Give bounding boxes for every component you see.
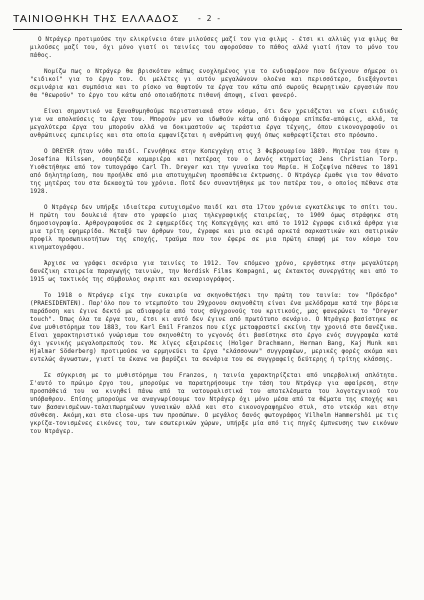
paragraph-8: Σε σύγκριση με το μυθιστόρημα του Franzos, η ταινία χαρακτηρίζεται από υπερβολική απλότητα. Σ'αυτό το πρώιμο έργο του, μπορούμε να παρατηρήσουμε την τάση του Ντράγερ για αφαίρεση, στην προσπάθειά του να κινηθεί πάνω από τα νατουραλιστικά του αποτελέσματα του λογοτεχνικού του υπόβαθρου. Επίσης μπορούμε να αναγνωρίσουμε τον Ντράγερ όχι μόνο μέσα από τα θέματα της εποχής και των βασανισμένων-ταλαιπωρημένων γυναικών αλλά και στο εικονογραφημένο στυλ, στο ντεκόρ και στην σύνθεση. Ακόμη,και στα close-ups των προσώπων. Ο μεγάλος δανός φωτογράφος Vilhelm Hammershöi με τις γκρίζα-τονισμένες εικόνες του, των εσωτερικών χώρων, υπήρξε μία από τις πηγές έμπνευσης των εικόνων του Ντράγερ. <box>30 373 398 435</box>
paragraph-4: Ο DREYER ήταν νόθο παιδί. Γεννήθηκε στην Κοπεγχάγη στις 3 Φεβρουαρίου 1889. Μητέρα του ήταν η Josefina Nilssen, σουηδέζα καμαριέρα και πατέρας του ο Δανός κτηματίας Jens Christian Torp. Υιοθετήθηκε από τον τυπογράφο Carl Th. Dreyer και την γυναίκα του Μαρία. Η Σοζεφίνα πέθανε το 1891 από δηλητηρίαση, που προήλθε από μια αποτυχημένη προσπάθεια έκτρωσης. Ο Ντράγερ έμαθε για τον θάνατο της μητέρας του στα δεκαοχτώ του χρόνια. Ποτέ δεν συναντήθηκε με τον πατέρα του, ο οποίος πέθανε στα 1928. <box>30 149 398 195</box>
paragraph-3: Είναι σημαντικό να ξαναθυμηθούμε περιστασιακά στον κόσμο, ότι δεν χρειάζεται να είναι ειδικός για να απολαύσεις τα έργα του. Μπορούν μεν να ιδωθούν κάτω από διάφορα επίπεδα-απόψεις, αλλά, τα μεγαλύτερα έργα του μπορούν αλλά να δοκιμαστούν ως τεράστια έργα τέχνης, όπου εικονογραφούν οι ανθρώπινες εμπειρίες και στα οποία εμφανίζεται η ανθρώπινη φυχή όπως καθρεφτίζεται στο πρόσωπο. <box>30 109 398 139</box>
paragraph-1: Ο Ντράγερ προτιμούσε την ελικρίνεια όταν μιλούσες μαζί του για φιλμς - έτσι κι αλλιώς για φιλμς θα μιλούσες μαζί του, όχι μόνο γιατί οι ταινίες του αφορούσαν το πάθος αλλά γιατί ήταν το μόνο του πάθος. <box>30 37 398 59</box>
header-rule <box>13 29 402 30</box>
page-header <box>13 13 411 27</box>
archive-title: ΤΑΙΝΙΟΘΗΚΗ ΤΗΣ ΕΛΛΑΔΟΣ <box>13 13 180 25</box>
page-number: - 2 - <box>197 14 222 23</box>
paragraph-7: Το 1918 ο Ντράγερ είχε την ευκαιρία να σκηνοθετήσει την πρώτη του ταινία: τον "Πρόεδρο" (PRAESIDENTEN). Παρ'όλο που το ντεμπούτο του 29χρονου σκηνοθέτη είναι ένα μελόδραμα κατά την βόρεια παράδοση και έγινε δεκτό με αδιαφορία από τους σύγχρονούς του κριτικούς, μας φανερώνει το "Dreyer touch". Όπως όλα τα έργα του, έτσι κι αυτό δεν έγινε από πρωτότυπο σενάριο. Ο Ντράγερ βασίστηκε σε ένα μυθιστόρημα του 1883, του Karl Emil Franzos που είχε μεταφραστεί εκείνη την χρονιά στα δανέζικα. Είναι χαρακτηριστικό γνώρισμα του σκηνοθέτη το γεγονός ότι βασίστηκε στο έργο ενός συγγραφέα κατά όχι γενικής μεγαλοπρεπούς του. Με λίγες εξαιρέσεις (Holger Drachmann, Herman Bang, Kaj Munk και Hjalmar Söderberg) προτιμούσε να ερμηνεύει τα έργα "ελάσσονων" συγγραφέων, μερικές φορές ακόμα και εντελώς άγνωστων, γιατί τα έκανε να βαρύζει τα σενάρια του σε συγγραφείς δεύτερης ή τρίτης κλάσσης. <box>30 293 398 363</box>
paragraph-6: Άρχισε να γράφει σενάρια για ταινίες το 1912. Τον επόμενο χρόνο, εργάστηκε στην μεγαλύτερη δανέζικη εταιρεία παραγωγής ταινιών, την Nordisk Films Kompagni, ως έκτακτος συνεργάτης και από το 1915 ως τακτικός της σύμβουλος σκριπτ και σεναριογράφος. <box>30 261 398 283</box>
paragraph-2: Νομίζω πως ο Ντράγερ θα βρισκόταν κάπως ενοχλημένος για το ενδιαφέρον που δείχνουν σήμερα οι "ειδικοί" για το έργο του. Οι μελέτες γι αυτόν μεγαλώνουν ολοένα και περισσότερο, διεξάγονται σεμινάρια και συμπόσια και το ρίσκο να θαφτούν τα έργα του κάτω από σωρούς θεωρητικών εργασιών που θα "θεωρούν" το έργο του κάτω από οποιαδήποτε πιθανή άποψη, είναι φανερό. <box>30 69 398 99</box>
document-body <box>30 36 398 444</box>
paragraph-5: Ο Ντράγερ δεν υπήρξε ιδιαίτερα ευτυχισμένο παιδί και στα 17του χρόνια εγκατέλειψε το σπίτι του. Η πρώτη του δουλειά ήταν στο γραφείο μιας τηλεγραφικής εταιρείας, το 1909 όμως στράφηκε στη δημοσιογραφία. Αρθρογραφούσε σε 2 εφημερίδες της Κοπεγχάγης και από το 1912 έγραφε ειδικά άρθρα για μια τρίτη εφημερίδα. Μεταξύ των άρθρων του, έγραφε και μια σειρά αρκετά σαρκαστικών και σατιρικών προφίλ προσωπικοτήτων της εποχής, τραύμα που τον έφερε σε μια πρώτη επαφή με τον κόσμο του κινηματογράφου. <box>30 205 398 251</box>
